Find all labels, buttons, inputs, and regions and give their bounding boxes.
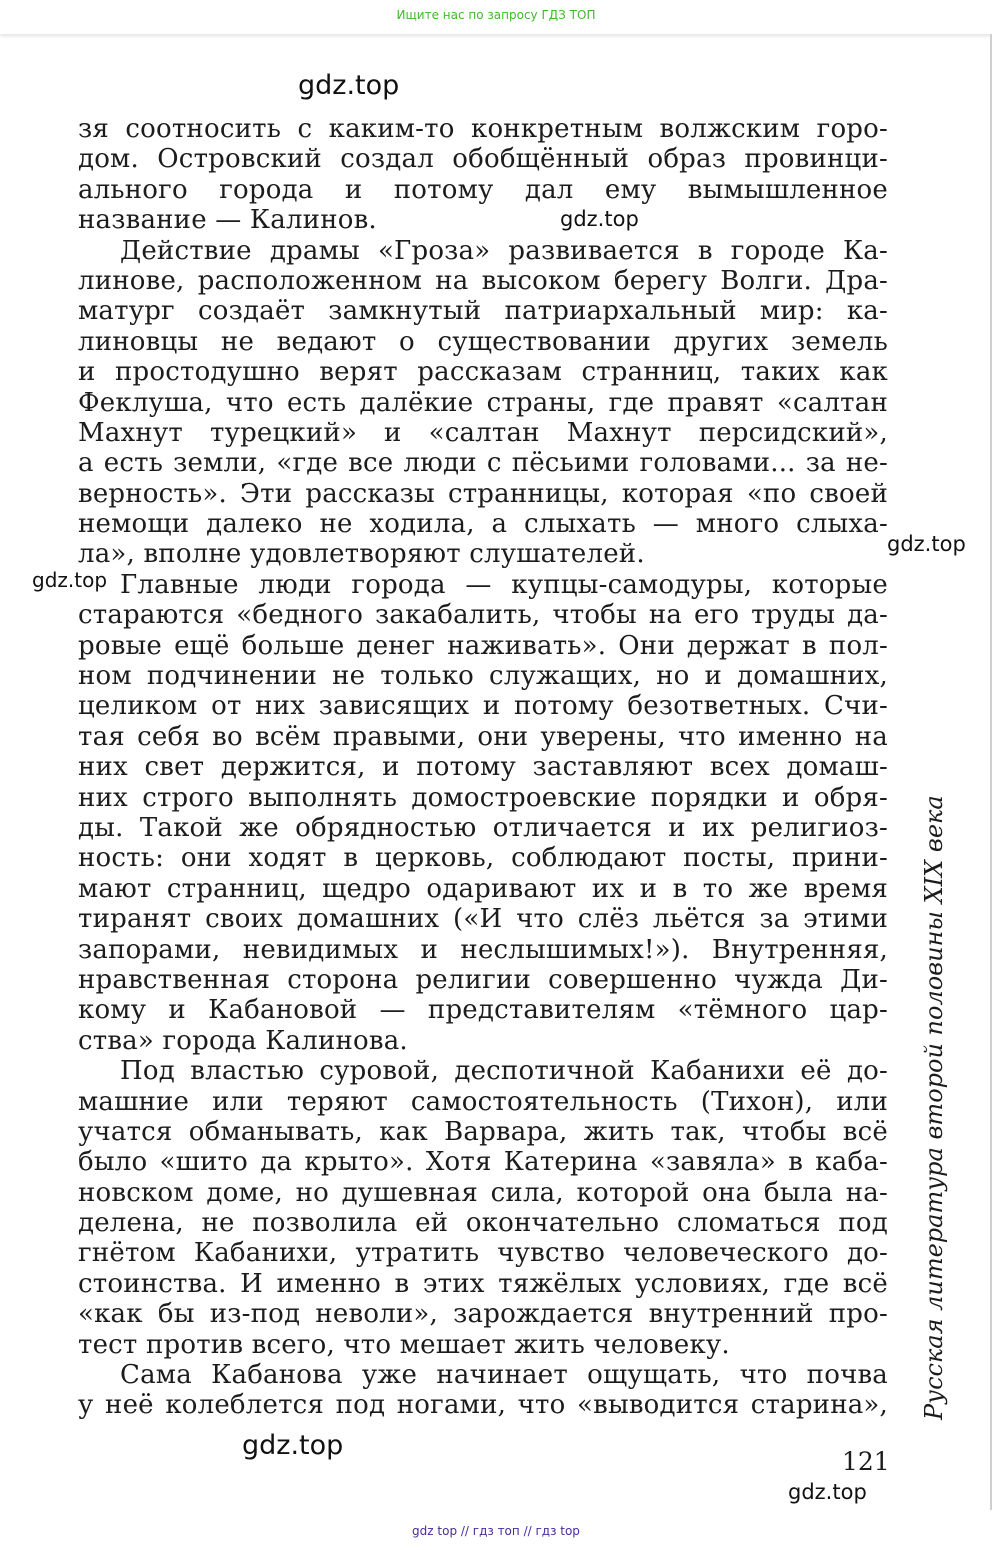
text-line: учатся обманывать, как Варвара, жить так, чтобы всё (78, 1116, 888, 1147)
text-line: верность». Эти рассказы странницы, которая «по своей (78, 478, 888, 509)
text-line: «как бы из-под неволи», зарождается внутренний про- (78, 1299, 888, 1330)
text-line: стоинства. И именно в этих тяжёлых условиях, где всё (78, 1268, 888, 1299)
text-line: делена, не позволила ей окончательно сломаться под (78, 1208, 888, 1239)
text-line: ства» города Калинова. (78, 1025, 408, 1056)
text-line: целиком от них зависящих и потому безответных. Счи- (78, 691, 888, 722)
text-line: ность: они ходят в церковь, соблюдают посты, прини- (78, 843, 888, 874)
text-line: а есть земли, «где все люди с пёсьими головами... за не- (78, 448, 888, 479)
text-line: Сама Кабанова уже начинает ощущать, что почва (120, 1360, 888, 1391)
text-line: было «шито да крыто». Хотя Катерина «завяла» в каба- (78, 1147, 888, 1178)
text-line: стараются «бедного закабалить, чтобы на его труды да- (78, 600, 888, 631)
text-line: Под властью суровой, деспотичной Кабанихи её до- (120, 1056, 888, 1087)
side-running-title: Русская литература второй половины XIX века (920, 795, 948, 1420)
text-line: тест против всего, что мешает жить человеку. (78, 1329, 730, 1360)
watermark: gdz.top (560, 207, 639, 231)
text-line: ровые ещё больше денег наживать». Они держат в пол- (78, 630, 888, 661)
text-line: кому и Кабановой — представителям «тёмного цар- (78, 995, 888, 1026)
text-line: матург создаёт замкнутый патриархальный мир: ка- (78, 296, 888, 327)
bottom-banner[interactable]: gdz top // гдз топ // гдз top (412, 1524, 580, 1538)
page-number: 121 (842, 1447, 890, 1476)
text-line: гнётом Кабанихи, утратить чувство человеческого до- (78, 1238, 888, 1269)
text-line: Феклуша, что есть далёкие страны, где правят «салтан (78, 387, 888, 418)
text-line: Махнут турецкий» и «салтан Махнут персидский», (78, 417, 888, 448)
text-line: линовцы не ведают о существовании других земель (78, 326, 888, 357)
text-line: них свет держится, и потому заставляют всех домаш- (78, 752, 888, 783)
text-line: ального города и потому дал ему вымышленное (78, 174, 888, 205)
text-line: запорами, невидимых и неслышимых!»). Внутренняя, (78, 934, 888, 965)
page-body-text (78, 114, 888, 1421)
text-line: немощи далеко не ходила, а слыхать — много слыха- (78, 509, 888, 540)
text-line: ды. Такой же обрядностью отличается и их религиоз- (78, 812, 888, 843)
text-line: них строго выполнять домостроевские порядки и обря- (78, 782, 888, 813)
text-line: тиранят своих домашних («И что слёз льётся за этими (78, 904, 888, 935)
text-line: и простодушно верят рассказам странниц, таких как (78, 357, 888, 388)
text-line: ла», вполне удовлетворяют слушателей. (78, 539, 645, 570)
text-line: ном подчинении не только служащих, но и домашних, (78, 661, 888, 692)
text-line: нравственная сторона религии совершенно чужда Ди- (78, 964, 888, 995)
text-line: зя соотносить с каким-то конкретным волжским горо- (78, 114, 888, 144)
watermark: gdz.top (242, 1430, 344, 1461)
top-banner-text[interactable]: Ищите нас по запросу ГДЗ ТОП (396, 8, 596, 22)
text-line: мают странниц, щедро одаривают их и в то же время (78, 873, 888, 904)
watermark: gdz.top (887, 532, 966, 556)
top-banner[interactable] (0, 0, 992, 34)
text-line: Главные люди города — купцы-самодуры, которые (120, 569, 888, 600)
watermark: gdz.top (32, 568, 108, 592)
text-line: новском доме, но душевная сила, которой она была на- (78, 1177, 888, 1208)
text-line: машние или теряют самостоятельность (Тихон), или (78, 1086, 888, 1117)
text-line: Действие драмы «Гроза» развивается в городе Ка- (120, 235, 888, 266)
text-line: тая себя во всём правыми, они уверены, что именно на (78, 721, 888, 752)
text-line: у неё колеблется под ногами, что «выводится старина», (78, 1390, 888, 1421)
text-line: линове, расположенном на высоком берегу Волги. Дра- (78, 265, 888, 296)
text-line: дом. Островский создал обобщённый образ провинци- (78, 144, 888, 175)
watermark: gdz.top (788, 1480, 867, 1504)
watermark: gdz.top (298, 70, 400, 101)
text-line: название — Калинов. (78, 205, 377, 236)
